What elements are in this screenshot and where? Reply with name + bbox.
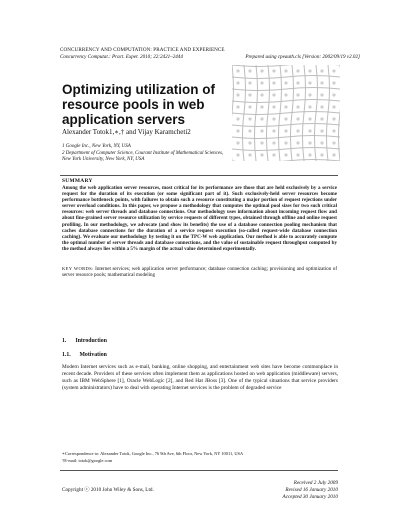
logo-grid-dot — [248, 153, 251, 156]
logo-grid-dot — [320, 153, 323, 156]
logo-grid-dot — [260, 81, 263, 84]
footnote-correspondence: ∗Correspondence to: Alexander Totok, Google Inc., 76 9th Ave, 6th Floor, New York, NY 10011, USA — [62, 451, 244, 456]
logo-grid-dot — [308, 153, 311, 156]
logo-grid-line — [232, 88, 340, 91]
logo-grid-dot — [296, 141, 299, 144]
logo-grid-dot — [260, 141, 263, 144]
logo-grid-line — [327, 65, 330, 161]
prepared-using: Prepared using cpeauth.cls [Version: 2002/09/19 v2.02] — [245, 54, 360, 60]
logo-grid-dot — [236, 129, 239, 132]
summary-heading: SUMMARY — [62, 178, 93, 184]
logo-grid-dot — [284, 141, 287, 144]
logo-grid-dot — [248, 105, 251, 108]
logo-grid-dot — [248, 93, 251, 96]
paper-title: Optimizing utilization of resource pools in web application servers — [62, 82, 215, 127]
logo-grid-dot — [272, 81, 275, 84]
subsection-heading — [62, 352, 107, 358]
logo-grid-dot — [260, 105, 263, 108]
logo-grid-dot — [320, 129, 323, 132]
logo-grid-dot — [296, 69, 299, 72]
logo-grid-dot — [332, 141, 335, 144]
keywords-text: Internet services; web application server performance; database connection caching; provisioning and optimization of server resource pools; mathematical modeling — [62, 266, 338, 279]
logo-grid-dot — [332, 105, 335, 108]
logo-grid-dot — [236, 93, 239, 96]
logo-grid-dot — [296, 117, 299, 120]
logo-grid-dot — [260, 117, 263, 120]
journal-logo-grid — [232, 65, 340, 161]
journal-citation — [60, 54, 360, 60]
logo-grid-dot — [308, 117, 311, 120]
logo-grid-dot — [332, 153, 335, 156]
logo-grid-dot — [284, 93, 287, 96]
logo-grid-dot — [320, 117, 323, 120]
logo-grid-dot — [272, 153, 275, 156]
logo-grid-dot — [332, 93, 335, 96]
logo-grid-dot — [296, 81, 299, 84]
logo-grid-dot — [296, 93, 299, 96]
logo-grid-dot — [260, 153, 263, 156]
subsection-title: Motivation — [79, 352, 107, 358]
affiliation-2: 2 Department of Computer Science, Courant Institute of Mathematical Sciences, — [62, 151, 224, 156]
logo-grid-dot — [308, 105, 311, 108]
logo-grid-dot — [332, 129, 335, 132]
footnote-email: †E-mail: totok@google.com — [62, 458, 113, 463]
logo-grid-dot — [284, 105, 287, 108]
logo-grid-dot — [248, 81, 251, 84]
logo-grid-line — [232, 112, 340, 115]
citation-journal: Concurrency Computat.: Pract. Exper. — [60, 54, 139, 60]
affiliation-2-cont: New York University, New York, NY, USA — [62, 157, 145, 162]
logo-grid-dot — [260, 93, 263, 96]
logo-grid-line — [303, 65, 306, 161]
logo-grid-dot — [320, 69, 323, 72]
accepted-date: Accepted 30 January 2010 — [282, 494, 338, 500]
divider — [60, 175, 338, 176]
copyright: Copyright ⓒ 2010 John Wiley & Sons, Ltd. — [62, 487, 154, 493]
logo-grid-dot — [308, 69, 311, 72]
logo-grid-dot — [284, 81, 287, 84]
section-title: Introduction — [75, 338, 107, 344]
logo-grid-line — [232, 100, 340, 103]
logo-grid-line — [232, 160, 340, 162]
logo-grid-line — [267, 65, 270, 161]
logo-grid-dot — [236, 81, 239, 84]
logo-grid-dot — [296, 129, 299, 132]
logo-grid-dot — [248, 117, 251, 120]
affiliation-1: 1 Google Inc., New York, NY, USA — [62, 144, 131, 149]
authors: Alexander Totok1,∗,† and Vijay Karamcheti2 — [62, 128, 191, 136]
logo-grid-line — [232, 136, 340, 139]
logo-grid-dot — [272, 105, 275, 108]
received-date: Received 2 July 2009 — [293, 480, 338, 486]
keywords — [62, 266, 337, 278]
logo-grid-dot — [320, 141, 323, 144]
logo-grid-dot — [320, 81, 323, 84]
logo-grid-dot — [284, 129, 287, 132]
section-heading — [62, 338, 107, 344]
section-number: 1. — [62, 338, 67, 344]
logo-grid-dot — [284, 153, 287, 156]
logo-grid-dot — [248, 69, 251, 72]
citation-year-vol: 2010; 22:2421–2444 — [140, 54, 183, 60]
logo-grid-dot — [248, 129, 251, 132]
logo-grid-dot — [308, 141, 311, 144]
logo-grid-dot — [308, 81, 311, 84]
logo-grid-dot — [272, 129, 275, 132]
logo-grid-line — [315, 65, 318, 161]
subsection-number: 1.1. — [62, 352, 71, 358]
summary-text: Among the web application server resources, most critical for its performance are those that are held exclusively by a service request for the duration of its execution (or some significant part of it). Such exclusively-held server resources become performance bottleneck points, with failures to obtain such a resource constituting a major portion of request rejections under server overload conditions. In this paper, we propose a methodology that computes the optimal pool sizes for two such critical resources: web server threads and database connections. Our methodology uses information about incoming request flow and about fine-grained server resource utilization by service requests of different types, obtained through offline and online request profiling. In our methodology, we advocate (and show its benefits) the use of a database connection pooling mechanism that caches database connections for the duration of a service request execution (so-called request-wide database connection caching). We evaluate our methodology by testing it on the TPC-W web application. Our method is able to accurately compute the optimal number of server threads and database connections, and the value of sustainable request throughput computed by the method always lies within a 5% margin of the actual value determined experimentally. — [62, 185, 337, 252]
logo-grid-dot — [320, 105, 323, 108]
logo-grid-dot — [272, 141, 275, 144]
logo-grid-dot — [260, 69, 263, 72]
logo-grid-dot — [272, 117, 275, 120]
logo-grid-dot — [260, 129, 263, 132]
logo-grid-dot — [236, 153, 239, 156]
logo-grid-line — [255, 65, 258, 161]
logo-grid-dot — [332, 117, 335, 120]
logo-grid-dot — [296, 105, 299, 108]
logo-grid-dot — [284, 117, 287, 120]
logo-grid-dot — [332, 81, 335, 84]
intro-paragraph: Modern Internet services such as e-mail, banking, online shopping, and entertainment web sites have become commonplace in recent decade. Providers of these services often implement them as applications hosted on web application (middleware) servers, such as IBM WebSphere [1], Oracle WebLogic [2], and Red Hat JBoss [3]. One of the typical situations that service providers (system administrators) have to deal with operating Internet services is the problem of degraded service — [62, 364, 338, 392]
logo-grid-dot — [236, 69, 239, 72]
logo-grid-dot — [236, 117, 239, 120]
received-dates — [283, 480, 338, 501]
logo-grid-dot — [320, 93, 323, 96]
logo-grid-dot — [284, 69, 287, 72]
logo-grid-dot — [308, 93, 311, 96]
logo-grid-dot — [308, 129, 311, 132]
logo-grid-dot — [272, 93, 275, 96]
logo-grid-dot — [248, 141, 251, 144]
logo-grid-line — [243, 65, 246, 161]
logo-grid-dot — [236, 141, 239, 144]
logo-grid-line — [232, 124, 340, 127]
logo-grid-dot — [236, 105, 239, 108]
logo-grid-dot — [296, 153, 299, 156]
logo-grid-line — [232, 76, 340, 79]
logo-grid-dot — [332, 69, 335, 72]
logo-grid-dot — [272, 69, 275, 72]
logo-grid-line — [232, 65, 340, 67]
logo-grid-line — [232, 148, 340, 151]
journal-name: CONCURRENCY AND COMPUTATION: PRACTICE AND EXPERIENCE — [60, 47, 225, 53]
keywords-label: KEY WORDS: — [62, 266, 94, 271]
revised-date: Revised 16 January 2010 — [285, 487, 338, 493]
footer-divider — [60, 470, 338, 471]
